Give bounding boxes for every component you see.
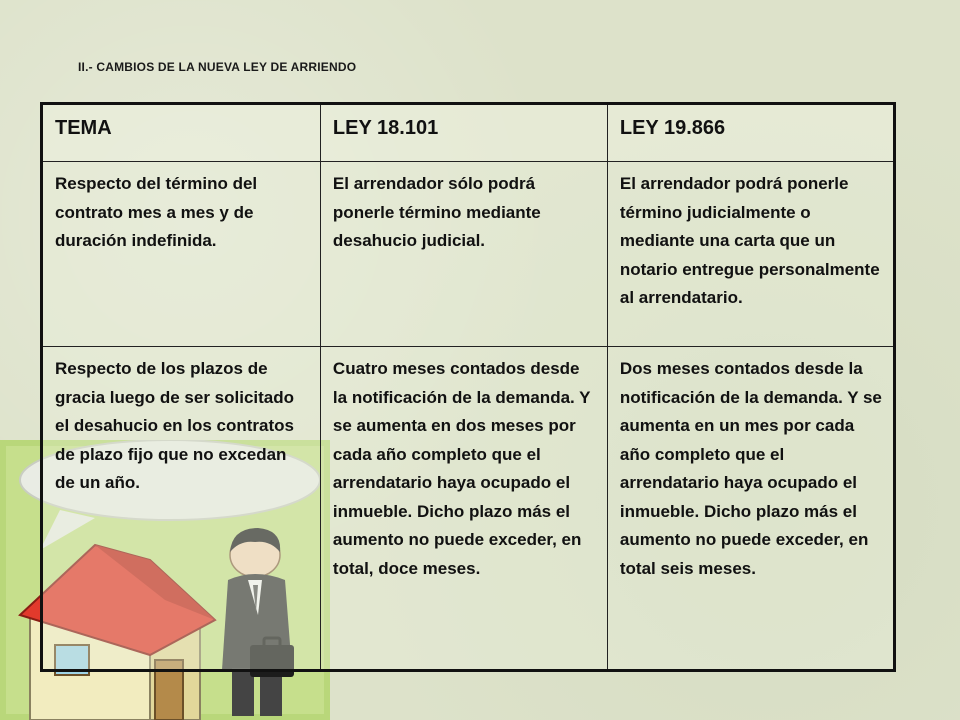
row1-tema: Respecto del término del contrato mes a mes y de duración indefinida.	[42, 162, 321, 347]
header-tema: TEMA	[42, 104, 321, 162]
table-header-row	[42, 104, 895, 162]
row2-ley-18101: Cuatro meses contados desde la notificación de la demanda. Y se aumenta en dos meses por cada año completo que el arrendatario haya ocupado el inmueble. Dicho plazo más el aumento no puede exceder, en total, doce meses.	[320, 347, 607, 671]
row2-ley-19866: Dos meses contados desde la notificación de la demanda. Y se aumenta en un mes por cada año completo que el arrendatario haya ocupado el inmueble. Dicho plazo más el aumento no puede exceder, en total seis meses.	[607, 347, 894, 671]
comparison-table-wrapper	[40, 102, 896, 672]
slide-title: II.- CAMBIOS DE LA NUEVA LEY DE ARRIENDO	[78, 60, 357, 74]
row2-tema: Respecto de los plazos de gracia luego de ser solicitado el desahucio en los contratos de plazo fijo que no excedan de un año.	[42, 347, 321, 671]
row1-ley-19866: El arrendador podrá ponerle término judicialmente o mediante una carta que un notario entregue personalmente al arrendatario.	[607, 162, 894, 347]
header-ley-19866: LEY 19.866	[607, 104, 894, 162]
comparison-table	[40, 102, 896, 672]
row1-ley-18101: El arrendador sólo podrá ponerle término mediante desahucio judicial.	[320, 162, 607, 347]
header-ley-18101: LEY 18.101	[320, 104, 607, 162]
table-row	[42, 347, 895, 671]
table-row	[42, 162, 895, 347]
